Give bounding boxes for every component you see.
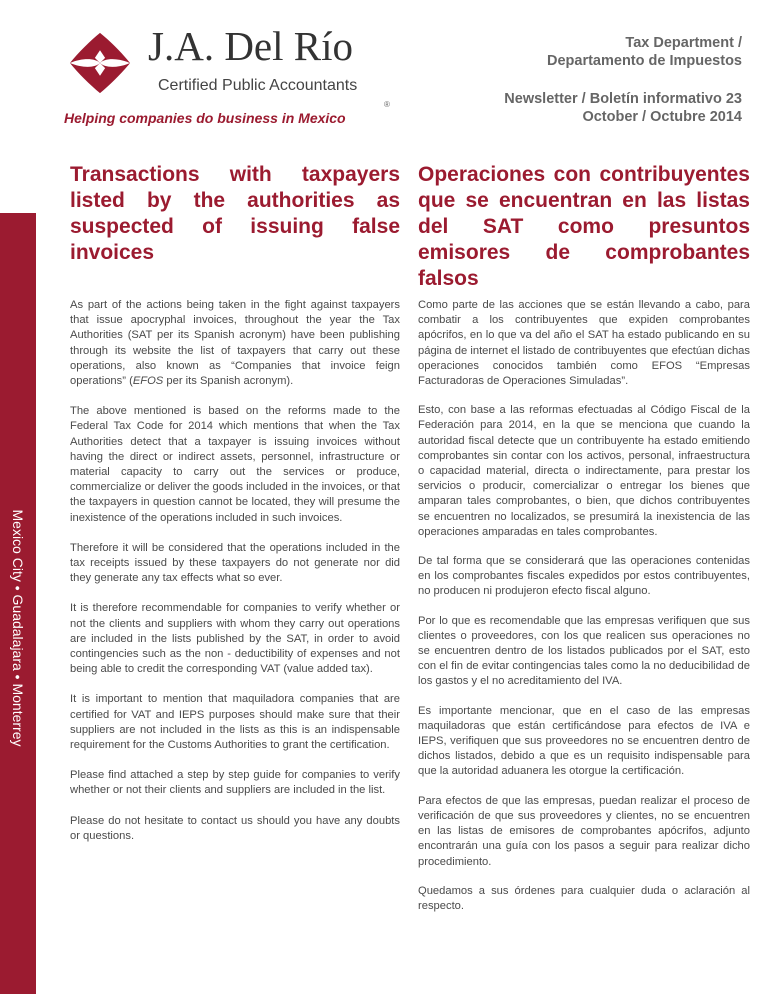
- firm-name: J.A. Del Río: [148, 23, 353, 69]
- department-es: Departamento de Impuestos: [547, 53, 742, 69]
- paragraph-es-1: Como parte de las acciones que se están llevando a cabo, para combatir a los contribuyentes que expiden comprobantes apócrifos, en lo que va del año el SAT ha estado publicando en su página de internet el listado de contribuyentes que efectúan dichas operaciones conocidos también como EFOS “Empresas Facturadoras de Operaciones Simuladas”.: [418, 299, 750, 388]
- paragraph-es-3: De tal forma que se considerará que las operaciones contenidas en los comprobantes fiscales expedidos por estos contribuyentes, no producen ni produjeron efecto fiscal alguno.: [418, 555, 750, 598]
- article-title-es: Operaciones con contribuyentes que se encuentran en las listas del SAT como presuntos emisores de comprobantes falsos: [418, 163, 750, 290]
- paragraph-es-7: Quedamos a sus órdenes para cualquier duda o aclaración al respecto.: [418, 884, 750, 912]
- paragraph-en-7: Please do not hesitate to contact us should you have any doubts or questions.: [70, 814, 400, 842]
- registered-mark: ®: [384, 100, 390, 109]
- paragraph-en-3: Therefore it will be considered that the operations included in the tax receipts issued by these taxpayers do not generate nor did they generate any tax effects what so ever.: [70, 541, 400, 585]
- newsletter-date: October / Octubre 2014: [582, 109, 742, 125]
- firm-subtitle: Certified Public Accountants: [158, 77, 358, 94]
- spanish-column: [418, 298, 750, 928]
- article-title-en: Transactions with taxpayers listed by the authorities as suspected of issuing false invoices: [70, 163, 400, 264]
- sidebar-cities: [6, 509, 30, 747]
- department-en: Tax Department /: [625, 35, 742, 51]
- paragraph-en-1-text: As part of the actions being taken in the fight against taxpayers that issue apocryphal invoices, throughout the year the Tax Authorities (SAT per its Spanish acronym) have been publishing through its website the list of taxpayers that carry out these operations, also known as “Companies that invoice feign operations” (: [70, 299, 400, 388]
- paragraph-es-6: Para efectos de que las empresas, puedan realizar el proceso de verificación de que sus proveedores y clientes, no se encuentren en las listas de emisores de comprobantes apócrifos, adjunto encontrarán una guía con los pasos a seguir para realizar dicho procedimiento.: [418, 794, 750, 868]
- newsletter-number: Newsletter / Boletín informativo 23: [504, 91, 742, 107]
- paragraph-es-4: Por lo que es recomendable que las empresas verifiquen que sus clientes o proveedores, con los que realicen sus operaciones no se encuentren dentro de los listados publicados por el SAT, esto con el fin de evitar contingencias tales como la no deducibilidad de los gastos y el no acreditamiento del IVA.: [418, 614, 750, 688]
- efos-emphasis: EFOS: [132, 375, 164, 388]
- paragraph-en-1: [70, 298, 400, 389]
- paragraph-en-4: It is therefore recommendable for companies to verify whether or not the clients and suppliers with whom they carry out operations are included in the lists published by the SAT, in order to avoid contingencies such as the non - deductibility of expenses and not being able to credit the corresponding VAT (value added tax).: [70, 602, 400, 676]
- tagline: Helping companies do business in Mexico: [64, 110, 346, 126]
- paragraph-en-2: The above mentioned is based on the reforms made to the Federal Tax Code for 2014 which mentions that when the Tax Authorities detect that a taxpayer is issuing invoices without having the direct or indirect assets, personnel, infrastructure or material capacity to carry out the services or produce, commercialize or deliver the goods included in the invoices, or that the taxpayers in question cannot be located, they will presume the inexistence of the operations included in such invoices.: [70, 405, 400, 524]
- firm-logo-icon: [68, 31, 132, 95]
- paragraph-es-5: Es importante mencionar, que en el caso de las empresas maquiladoras que están certificándose para efectos de IVA e IEPS, verifiquen que sus proveedores no se encuentren dentro de dichos listados, debido a que es un requisito indispensable para que la autoridad aduanera les otorgue la certificación.: [418, 704, 750, 778]
- paragraph-en-5: It is important to mention that maquiladora companies that are certified for VAT and IEPS purposes should make sure that their suppliers are not included in the lists as this is an indispensable requirement for the Customs Authorities to grant the certification.: [70, 693, 400, 752]
- english-column: [70, 298, 400, 859]
- paragraph-es-2: Esto, con base a las reformas efectuadas al Código Fiscal de la Federación para 2014, en la que se menciona que cuando la autoridad fiscal detecte que un contribuyente ha estado emitiendo comprobantes sin contar con los activos, personal, infraestructura o capacidad material, directa o indirectamente, para prestar los servicios o producir, comercializar o entregar los bienes que amparan tales comprobantes, o bien, que dichos contribuyentes se encuentren no localizados, se presumirá la inexistencia de las operaciones amparadas en tales comprobantes.: [418, 404, 750, 538]
- paragraph-en-1-end: per its Spanish acronym).: [163, 375, 294, 388]
- paragraph-en-6: Please find attached a step by step guide for companies to verify whether or not their clients and suppliers are included in the list.: [70, 769, 400, 797]
- sidebar-cities-label: Mexico City • Guadalajara • Monterrey: [10, 509, 26, 747]
